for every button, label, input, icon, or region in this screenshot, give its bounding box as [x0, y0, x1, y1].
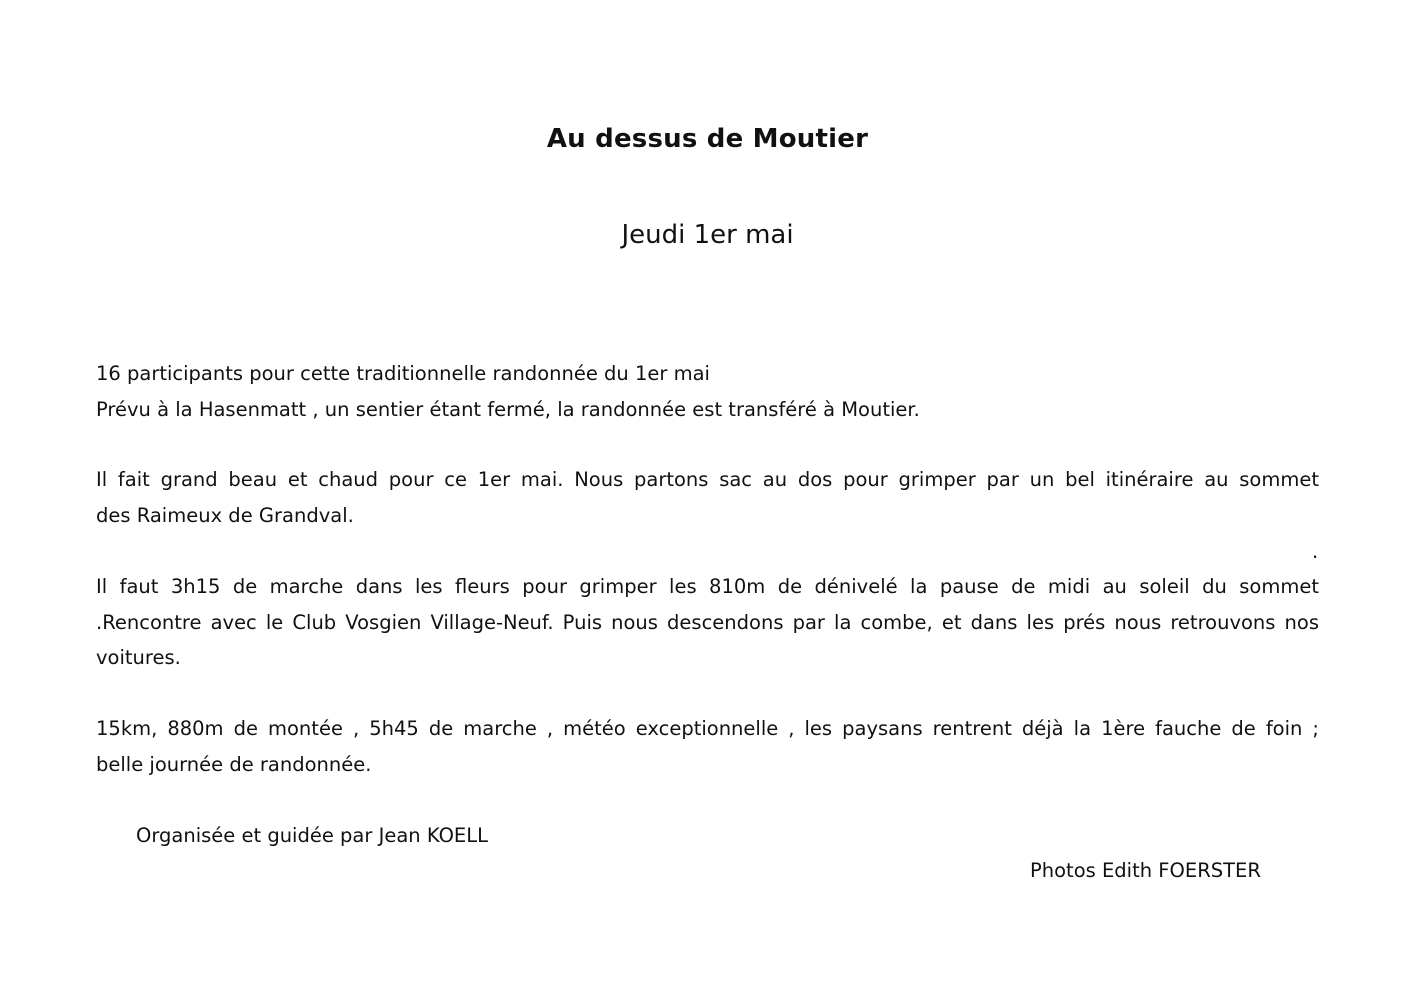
- paragraph-participants: [96, 356, 1319, 427]
- paragraph-line: Il faut 3h15 de marche dans les fleurs pour grimper les 810m de dénivelé la pause de midi au soleil du sommet: [96, 575, 1319, 598]
- paragraph-weather: [96, 462, 1319, 533]
- paragraph-line: 16 participants pour cette traditionnelle randonnée du 1er mai: [96, 362, 710, 385]
- paragraph-line: des Raimeux de Grandval.: [96, 503, 354, 527]
- organizer-credit: Organisée et guidée par Jean KOELL: [136, 824, 488, 847]
- paragraph-line: 15km, 880m de montée , 5h45 de marche , météo exceptionnelle , les paysans rentrent déjà la 1ère fauche de foin ;: [96, 717, 1319, 740]
- paragraph-line: belle journée de randonnée.: [96, 752, 372, 776]
- paragraph-line: Il fait grand beau et chaud pour ce 1er mai. Nous partons sac au dos pour grimper par un bel itinéraire au sommet: [96, 468, 1319, 491]
- stray-period: .: [1312, 540, 1319, 563]
- paragraph-line: .Rencontre avec le Club Vosgien Village-Neuf. Puis nous descendons par la combe, et dans les prés nous retrouvons nos: [96, 610, 1319, 634]
- document-title: Au dessus de Moutier: [546, 124, 869, 154]
- paragraph-line: voitures.: [96, 646, 181, 669]
- paragraph-hike: [96, 569, 1319, 676]
- document-date: Jeudi 1er mai: [621, 220, 794, 250]
- paragraph-line: Prévu à la Hasenmatt , un sentier étant fermé, la randonnée est transféré à Moutier.: [96, 397, 920, 421]
- paragraph-summary: [96, 711, 1319, 782]
- photos-credit: Photos Edith FOERSTER: [1030, 859, 1261, 882]
